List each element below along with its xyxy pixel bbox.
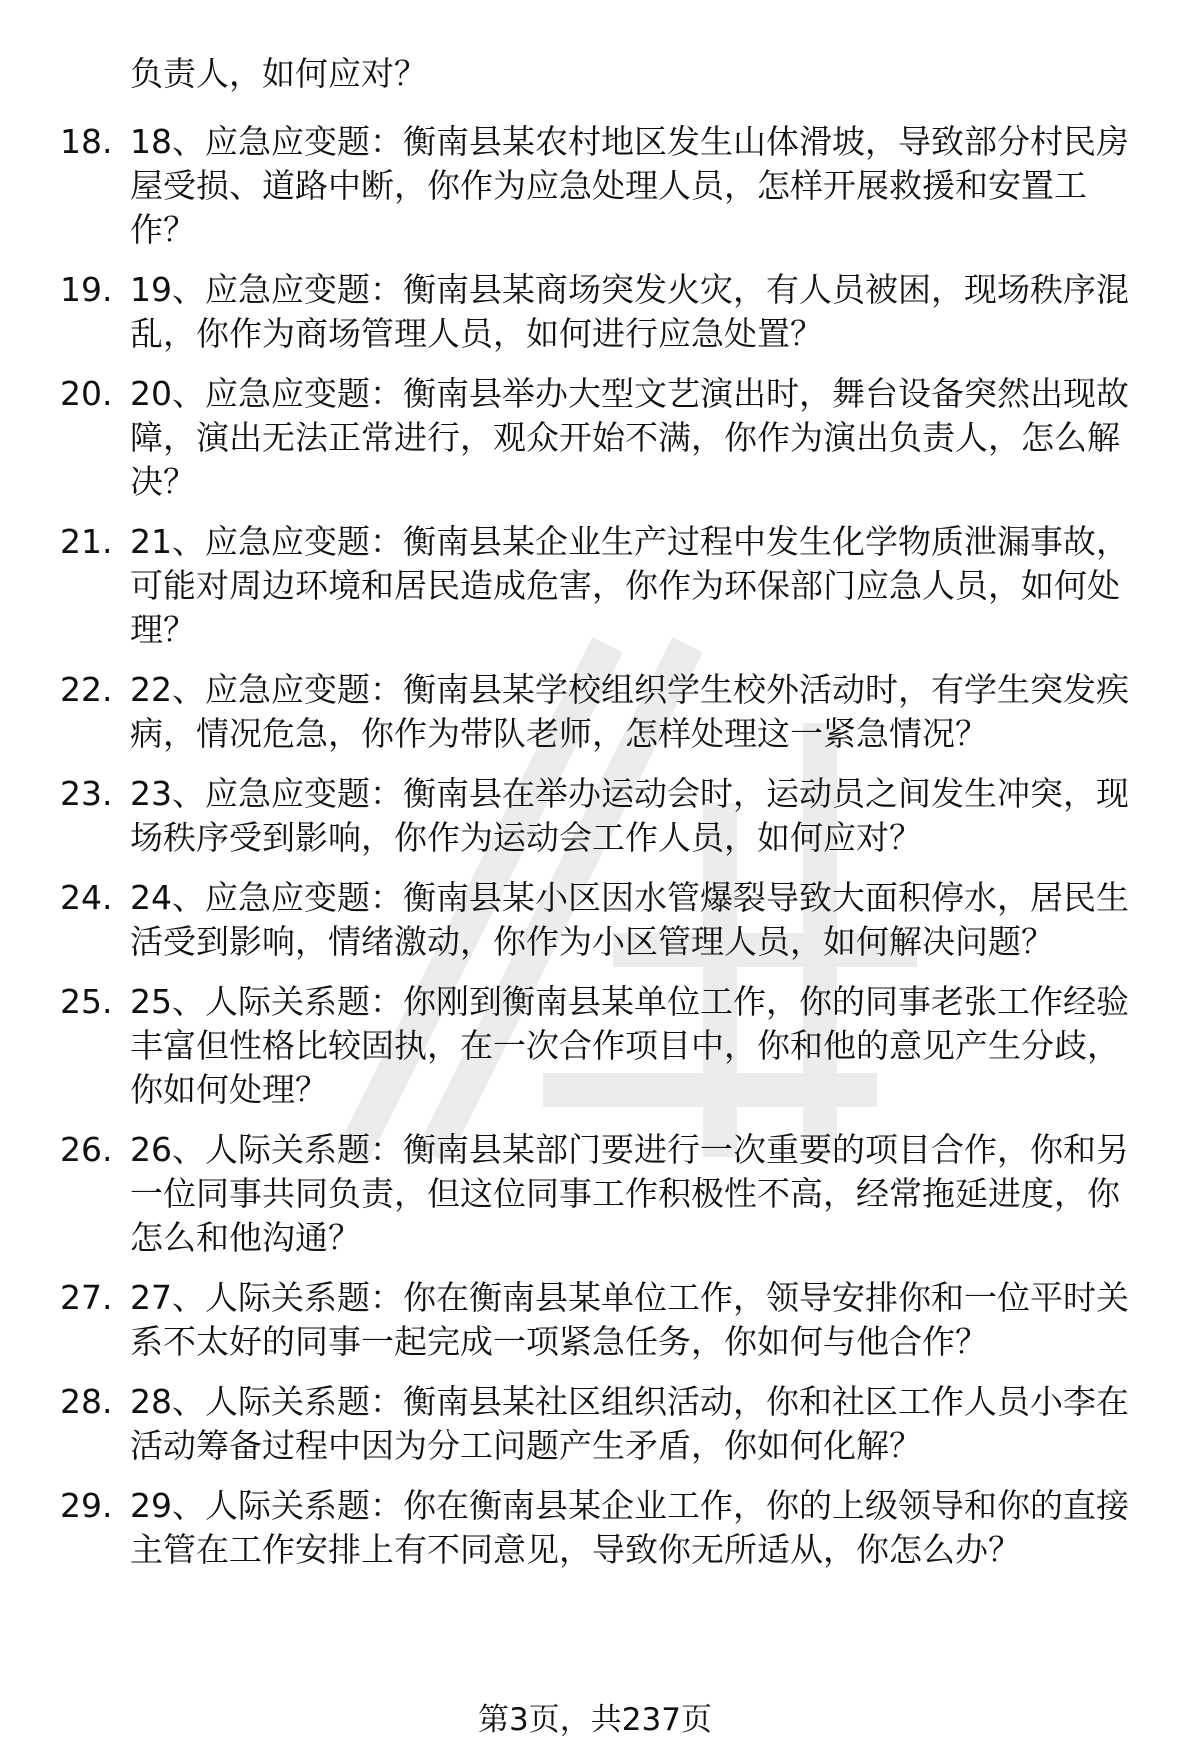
question-text: 29、人际关系题：你在衡南县某企业工作，你的上级领导和你的直接主管在工作安排上有不同意见，导致你无所适从，你怎么办？ [130, 1486, 1129, 1569]
list-item [0, 1484, 1190, 1572]
list-item [0, 1380, 1190, 1468]
question-text: 22、应急应变题：衡南县某学校组织学生校外活动时，有学生突发疾病，情况危急，你作为带队老师，怎样处理这一紧急情况？ [130, 670, 1129, 753]
page-number-footer: 第3页，共237页 [478, 1702, 712, 1738]
list-item [0, 668, 1190, 756]
question-text: 20、应急应变题：衡南县举办大型文艺演出时，舞台设备突然出现故障，演出无法正常进行，观众开始不满，你作为演出负责人，怎么解决？ [130, 374, 1129, 501]
question-number: 21. [60, 522, 113, 561]
question-text: 26、人际关系题：衡南县某部门要进行一次重要的项目合作，你和另一位同事共同负责，但这位同事工作积极性不高，经常拖延进度，你怎么和他沟通？ [130, 1130, 1129, 1257]
question-text: 25、人际关系题：你刚到衡南县某单位工作，你的同事老张工作经验丰富但性格比较固执，在一次合作项目中，你和他的意见产生分歧，你如何处理？ [130, 982, 1129, 1109]
question-text: 19、应急应变题：衡南县某商场突发火灾，有人员被困，现场秩序混乱，你作为商场管理人员，如何进行应急处置？ [130, 270, 1129, 353]
list-item [0, 772, 1190, 860]
question-number: 24. [60, 878, 113, 917]
question-number: 19. [60, 270, 113, 309]
question-number: 28. [60, 1382, 113, 1421]
question-text: 24、应急应变题：衡南县某小区因水管爆裂导致大面积停水，居民生活受到影响，情绪激动，你作为小区管理人员，如何解决问题？ [130, 878, 1129, 961]
list-item [0, 372, 1190, 504]
question-number: 26. [60, 1130, 113, 1169]
list-item [0, 120, 1190, 252]
question-text: 21、应急应变题：衡南县某企业生产过程中发生化学物质泄漏事故，可能对周边环境和居民造成危害，你作为环保部门应急人员，如何处理？ [130, 522, 1129, 649]
question-number: 29. [60, 1486, 113, 1525]
question-number: 23. [60, 774, 113, 813]
question-number: 20. [60, 374, 113, 413]
question-number: 18. [60, 122, 113, 161]
question-text: 18、应急应变题：衡南县某农村地区发生山体滑坡，导致部分村民房屋受损、道路中断，你作为应急处理人员，怎样开展救援和安置工作？ [130, 122, 1129, 249]
question-list [0, 120, 1190, 1588]
question-text: 28、人际关系题：衡南县某社区组织活动，你和社区工作人员小李在活动筹备过程中因为分工问题产生矛盾，你如何化解？ [130, 1382, 1129, 1465]
list-item [0, 1276, 1190, 1364]
list-item [0, 520, 1190, 652]
list-item [0, 876, 1190, 964]
question-text: 23、应急应变题：衡南县在举办运动会时，运动员之间发生冲突，现场秩序受到影响，你作为运动会工作人员，如何应对？ [130, 774, 1129, 857]
question-text: 27、人际关系题：你在衡南县某单位工作，领导安排你和一位平时关系不太好的同事一起完成一项紧急任务，你如何与他合作？ [130, 1278, 1129, 1361]
list-item [0, 268, 1190, 356]
continuation-text: 负责人，如何应对？ [130, 54, 427, 93]
question-number: 25. [60, 982, 113, 1021]
list-item [0, 1128, 1190, 1260]
question-number: 27. [60, 1278, 113, 1317]
question-number: 22. [60, 670, 113, 709]
list-item [0, 980, 1190, 1112]
